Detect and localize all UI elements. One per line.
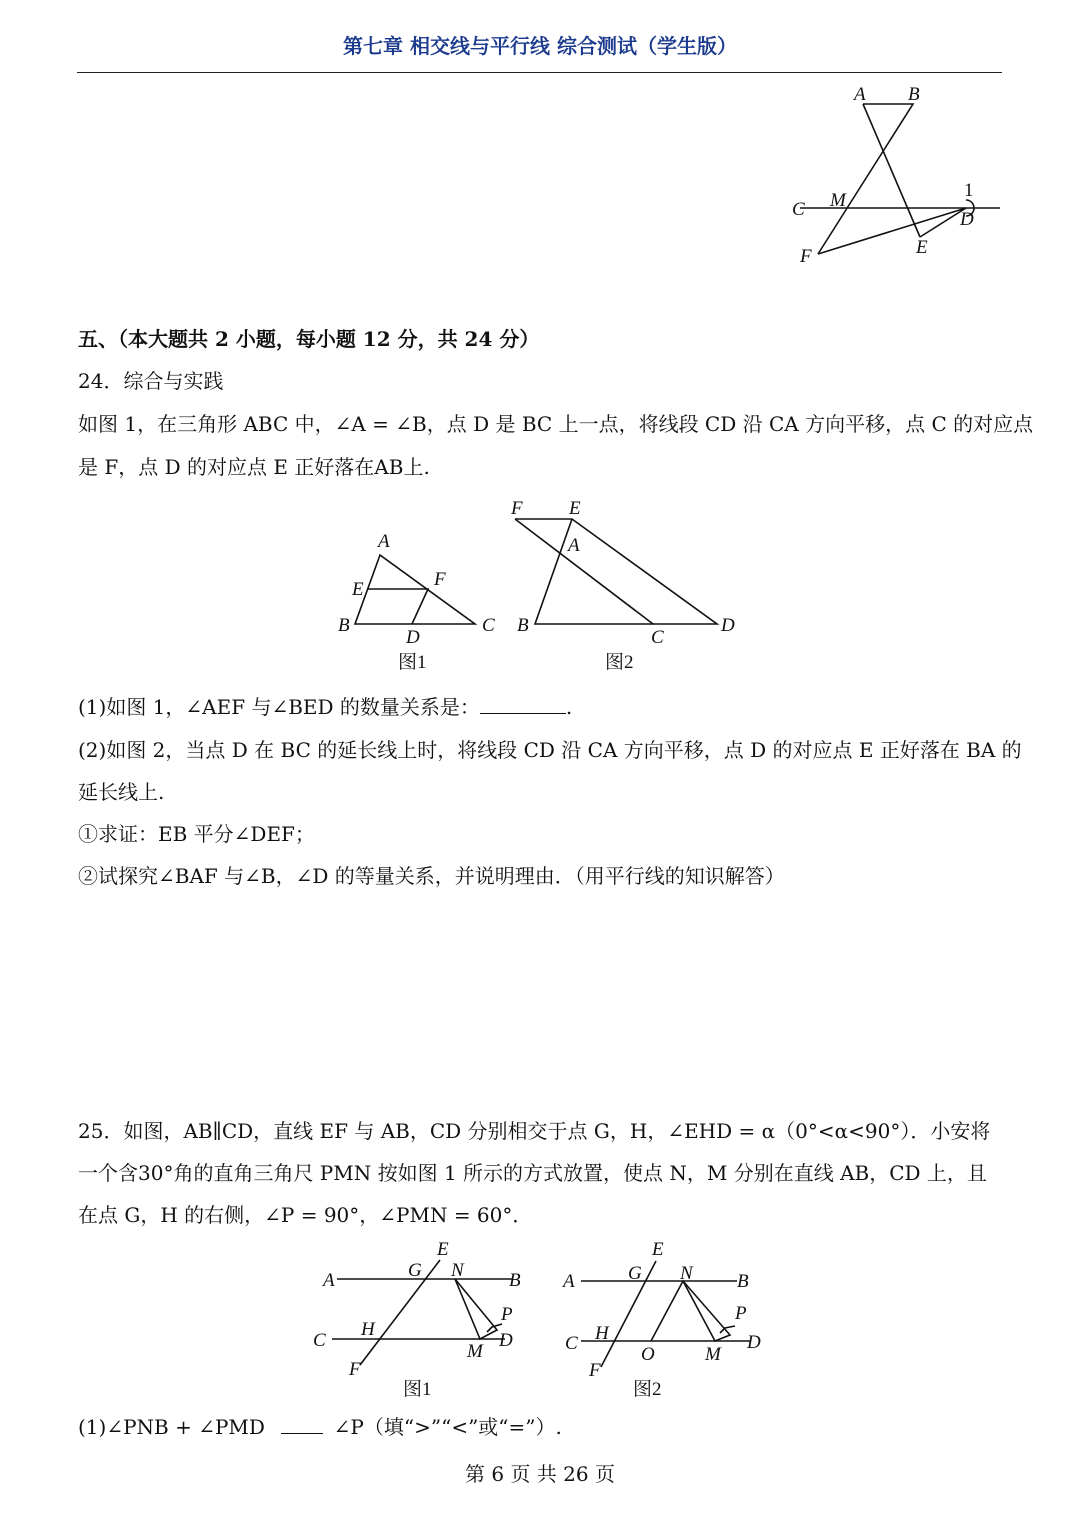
- triangle-pmn: [455, 1279, 497, 1339]
- label-D: D: [406, 627, 420, 648]
- q24-fig2-caption: 图2: [605, 652, 634, 673]
- q24-intro-line1: 如图 1，在三角形 ABC 中，∠A = ∠B，点 D 是 BC 上一点，将线段 CD 沿 CA 方向平移，点 C 的对应点: [78, 412, 1034, 436]
- label-E: E: [652, 1239, 664, 1260]
- label-C: C: [792, 199, 805, 220]
- q25-line3: 在点 G，H 的右侧，∠P = 90°，∠PMN = 60°．: [78, 1203, 533, 1227]
- line-fd-de: [818, 208, 966, 254]
- label-F: F: [349, 1359, 361, 1380]
- label-N: N: [680, 1263, 693, 1284]
- q24-intro-line2: 是 F，点 D 的对应点 E 正好落在AB上.: [78, 455, 430, 479]
- label-E: E: [569, 498, 581, 519]
- label-H: H: [361, 1319, 375, 1340]
- label-M: M: [830, 190, 846, 211]
- q24-figure-2: [505, 490, 755, 675]
- q24-sub1: ①求证：EB 平分∠DEF；: [78, 822, 315, 846]
- triangle-pmn-and-no: [651, 1281, 730, 1341]
- label-C: C: [313, 1330, 326, 1351]
- label-B: B: [338, 615, 350, 636]
- section-heading: 五、（本大题共 2 小题，每小题 12 分，共 24 分）: [78, 327, 540, 351]
- label-P: P: [735, 1303, 747, 1324]
- label-D: D: [499, 1330, 513, 1351]
- label-angle-1: 1: [964, 180, 974, 201]
- label-H: H: [595, 1323, 609, 1344]
- label-A: A: [378, 531, 390, 552]
- q25-figure-2: [555, 1235, 780, 1405]
- q25-part1-instruction: ∠P（填“>”“<”或“=”）.: [333, 1415, 562, 1439]
- label-C: C: [482, 615, 495, 636]
- q24-sub2: ②试探究∠BAF 与∠B，∠D 的等量关系，并说明理由．（用平行线的知识解答）: [78, 864, 785, 888]
- label-A: A: [563, 1271, 575, 1292]
- label-B: B: [908, 84, 920, 105]
- q25-fig2-caption: 图2: [633, 1379, 662, 1400]
- segment-fe-ed-db: [515, 519, 717, 624]
- q25-line2: 一个含30°角的直角三角尺 PMN 按如图 1 所示的方式放置，使点 N，M 分别在直线 AB，CD 上，且: [78, 1161, 987, 1185]
- q24-part2-line2: 延长线上.: [78, 780, 165, 804]
- line-ab-bf: [818, 104, 913, 254]
- label-M: M: [467, 1341, 483, 1362]
- label-O: O: [641, 1344, 655, 1365]
- line-ef: [360, 1260, 440, 1365]
- header-divider: [77, 72, 1002, 73]
- q24-part2-line1: (2)如图 2，当点 D 在 BC 的延长线上时，将线段 CD 沿 CA 方向平移，点 D 的对应点 E 正好落在 BA 的: [78, 738, 1022, 762]
- segment-fc: [515, 519, 653, 624]
- label-E: E: [437, 1239, 449, 1260]
- answer-blank: [281, 1413, 323, 1434]
- label-E: E: [916, 237, 928, 258]
- page-number: 第 6 页 共 26 页: [465, 1462, 615, 1486]
- label-A: A: [568, 535, 580, 556]
- q24-title: 24．综合与实践: [78, 369, 224, 393]
- label-C: C: [651, 627, 664, 648]
- label-E: E: [352, 579, 364, 600]
- q25-fig1-caption: 图1: [403, 1379, 432, 1400]
- label-D: D: [960, 209, 974, 230]
- label-N: N: [451, 1260, 464, 1281]
- label-B: B: [517, 615, 529, 636]
- q24-part1: [78, 693, 572, 721]
- label-G: G: [628, 1263, 642, 1284]
- label-M: M: [705, 1344, 721, 1365]
- label-F: F: [800, 246, 812, 267]
- label-B: B: [509, 1270, 521, 1291]
- q24-part1-end: .: [565, 695, 573, 719]
- label-A: A: [323, 1270, 335, 1291]
- q25-part1: [78, 1413, 562, 1441]
- figure-q23: [780, 80, 1020, 270]
- q25-part1-expression: (1)∠PNB + ∠PMD: [78, 1415, 265, 1439]
- q24-fig1-caption: 图1: [398, 652, 427, 673]
- page-header-title: 第七章 相交线与平行线 综合测试（学生版）: [343, 34, 737, 58]
- q25-line1: 25．如图，AB∥CD，直线 EF 与 AB，CD 分别相交于点 G，H，∠EHD = α（0°<α<90°）．小安将: [78, 1119, 991, 1143]
- q24-part1-text: (1)如图 1，∠AEF 与∠BED 的数量关系是：: [78, 695, 480, 719]
- label-A: A: [854, 84, 866, 105]
- label-B: B: [737, 1271, 749, 1292]
- label-D: D: [721, 615, 735, 636]
- answer-blank: [480, 693, 566, 714]
- label-F: F: [511, 498, 523, 519]
- label-F: F: [589, 1360, 601, 1381]
- label-P: P: [501, 1304, 513, 1325]
- label-F: F: [434, 569, 446, 590]
- q24-figure-1: [330, 525, 510, 675]
- segment-ef-ed: [368, 589, 428, 624]
- label-D: D: [747, 1332, 761, 1353]
- label-G: G: [408, 1260, 422, 1281]
- q25-figure-1: [305, 1235, 535, 1405]
- label-C: C: [565, 1333, 578, 1354]
